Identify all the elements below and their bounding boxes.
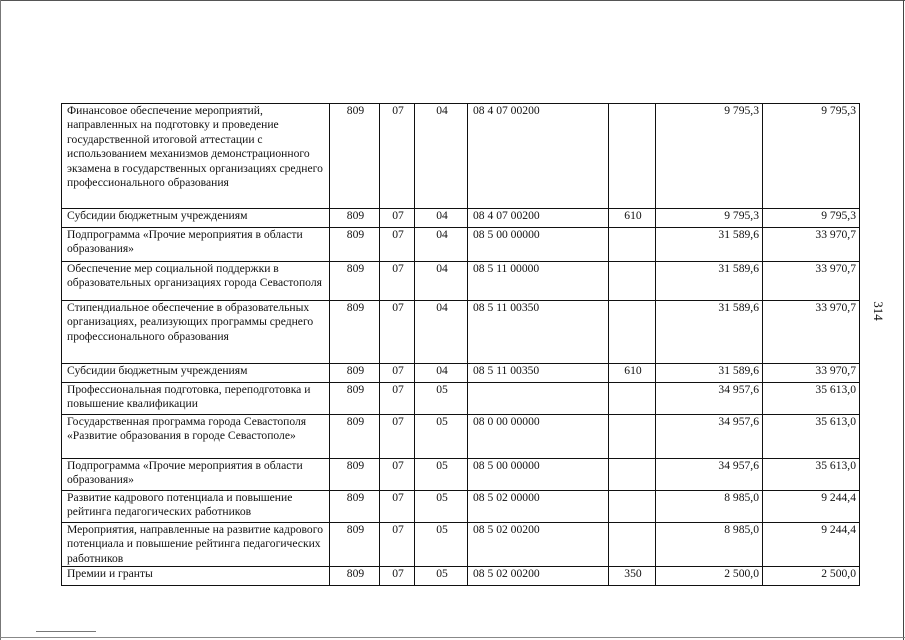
target-article-code: 08 4 07 00200 <box>468 104 609 209</box>
section-code: 07 <box>380 209 415 228</box>
section-code: 07 <box>380 459 415 491</box>
table-row <box>62 415 860 459</box>
expense-type-code: 610 <box>609 209 656 228</box>
section-code: 07 <box>380 491 415 523</box>
ministry-code: 809 <box>330 459 380 491</box>
row-name: Государственная программа города Севастополя «Развитие образования в городе Севастополе» <box>62 415 330 459</box>
table-row <box>62 104 860 209</box>
subsection-code: 04 <box>415 104 468 209</box>
target-article-code: 08 0 00 00000 <box>468 415 609 459</box>
ministry-code: 809 <box>330 383 380 415</box>
expense-type-code <box>609 301 656 364</box>
amount-first-year: 9 795,3 <box>656 104 763 209</box>
amount-second-year: 9 795,3 <box>763 104 860 209</box>
page-number: 314 <box>871 301 886 321</box>
table-row <box>62 209 860 228</box>
subsection-code: 04 <box>415 364 468 383</box>
amount-second-year: 33 970,7 <box>763 228 860 262</box>
table-row <box>62 383 860 415</box>
amount-first-year: 8 985,0 <box>656 523 763 567</box>
row-name: Развитие кадрового потенциала и повышение рейтинга педагогических работников <box>62 491 330 523</box>
section-code: 07 <box>380 301 415 364</box>
row-name: Мероприятия, направленные на развитие кадрового потенциала и повышение рейтинга педагогических работников <box>62 523 330 567</box>
section-code: 07 <box>380 228 415 262</box>
ministry-code: 809 <box>330 415 380 459</box>
subsection-code: 05 <box>415 383 468 415</box>
amount-second-year: 35 613,0 <box>763 383 860 415</box>
subsection-code: 05 <box>415 567 468 586</box>
ministry-code: 809 <box>330 301 380 364</box>
amount-first-year: 8 985,0 <box>656 491 763 523</box>
ministry-code: 809 <box>330 209 380 228</box>
row-name: Профессиональная подготовка, переподготовка и повышение квалификации <box>62 383 330 415</box>
target-article-code: 08 5 02 00200 <box>468 523 609 567</box>
subsection-code: 05 <box>415 491 468 523</box>
target-article-code: 08 5 00 00000 <box>468 228 609 262</box>
table-row <box>62 364 860 383</box>
subsection-code: 05 <box>415 459 468 491</box>
amount-second-year: 9 244,4 <box>763 523 860 567</box>
expense-type-code <box>609 383 656 415</box>
row-name: Стипендиальное обеспечение в образовательных организациях, реализующих программы среднего профессионального образования <box>62 301 330 364</box>
table-row <box>62 459 860 491</box>
amount-first-year: 34 957,6 <box>656 383 763 415</box>
expense-type-code <box>609 228 656 262</box>
expense-type-code <box>609 523 656 567</box>
table-row <box>62 301 860 364</box>
subsection-code: 04 <box>415 209 468 228</box>
page-border-right <box>903 0 904 640</box>
section-code: 07 <box>380 383 415 415</box>
amount-second-year: 35 613,0 <box>763 459 860 491</box>
target-article-code: 08 5 11 00350 <box>468 301 609 364</box>
row-name: Субсидии бюджетным учреждениям <box>62 209 330 228</box>
target-article-code: 08 5 11 00350 <box>468 364 609 383</box>
ministry-code: 809 <box>330 491 380 523</box>
subsection-code: 05 <box>415 415 468 459</box>
row-name: Подпрограмма «Прочие мероприятия в области образования» <box>62 228 330 262</box>
target-article-code: 08 5 00 00000 <box>468 459 609 491</box>
ministry-code: 809 <box>330 364 380 383</box>
ministry-code: 809 <box>330 104 380 209</box>
amount-second-year: 9 795,3 <box>763 209 860 228</box>
amount-second-year: 9 244,4 <box>763 491 860 523</box>
target-article-code: 08 4 07 00200 <box>468 209 609 228</box>
expense-type-code <box>609 262 656 301</box>
section-code: 07 <box>380 415 415 459</box>
amount-first-year: 34 957,6 <box>656 459 763 491</box>
page-border-top <box>0 0 905 1</box>
amount-first-year: 2 500,0 <box>656 567 763 586</box>
ministry-code: 809 <box>330 228 380 262</box>
ministry-code: 809 <box>330 523 380 567</box>
amount-first-year: 34 957,6 <box>656 415 763 459</box>
section-code: 07 <box>380 364 415 383</box>
budget-table <box>61 103 860 586</box>
expense-type-code <box>609 459 656 491</box>
subsection-code: 04 <box>415 228 468 262</box>
scan-mark <box>36 631 96 632</box>
amount-second-year: 33 970,7 <box>763 262 860 301</box>
target-article-code: 08 5 02 00000 <box>468 491 609 523</box>
expense-type-code <box>609 104 656 209</box>
row-name: Финансовое обеспечение мероприятий, направленных на подготовку и проведение государственной итоговой аттестации с использованием механизмов демонстрационного экзамена в государственных организациях среднего профессионального образования <box>62 104 330 209</box>
section-code: 07 <box>380 523 415 567</box>
page-border-left <box>0 0 1 640</box>
amount-first-year: 31 589,6 <box>656 228 763 262</box>
section-code: 07 <box>380 262 415 301</box>
table-row <box>62 523 860 567</box>
subsection-code: 04 <box>415 262 468 301</box>
row-name: Обеспечение мер социальной поддержки в образовательных организациях города Севастополя <box>62 262 330 301</box>
amount-first-year: 31 589,6 <box>656 364 763 383</box>
amount-second-year: 35 613,0 <box>763 415 860 459</box>
amount-first-year: 31 589,6 <box>656 301 763 364</box>
subsection-code: 04 <box>415 301 468 364</box>
expense-type-code: 610 <box>609 364 656 383</box>
amount-first-year: 9 795,3 <box>656 209 763 228</box>
table-row <box>62 567 860 586</box>
ministry-code: 809 <box>330 567 380 586</box>
expense-type-code <box>609 491 656 523</box>
table-row <box>62 228 860 262</box>
budget-table-body <box>62 104 860 586</box>
row-name: Премии и гранты <box>62 567 330 586</box>
table-row <box>62 262 860 301</box>
amount-second-year: 33 970,7 <box>763 301 860 364</box>
expense-type-code: 350 <box>609 567 656 586</box>
subsection-code: 05 <box>415 523 468 567</box>
row-name: Подпрограмма «Прочие мероприятия в области образования» <box>62 459 330 491</box>
amount-second-year: 2 500,0 <box>763 567 860 586</box>
target-article-code <box>468 383 609 415</box>
amount-first-year: 31 589,6 <box>656 262 763 301</box>
page-border-bottom <box>0 637 905 638</box>
table-row <box>62 491 860 523</box>
section-code: 07 <box>380 104 415 209</box>
row-name: Субсидии бюджетным учреждениям <box>62 364 330 383</box>
amount-second-year: 33 970,7 <box>763 364 860 383</box>
ministry-code: 809 <box>330 262 380 301</box>
target-article-code: 08 5 02 00200 <box>468 567 609 586</box>
section-code: 07 <box>380 567 415 586</box>
expense-type-code <box>609 415 656 459</box>
target-article-code: 08 5 11 00000 <box>468 262 609 301</box>
